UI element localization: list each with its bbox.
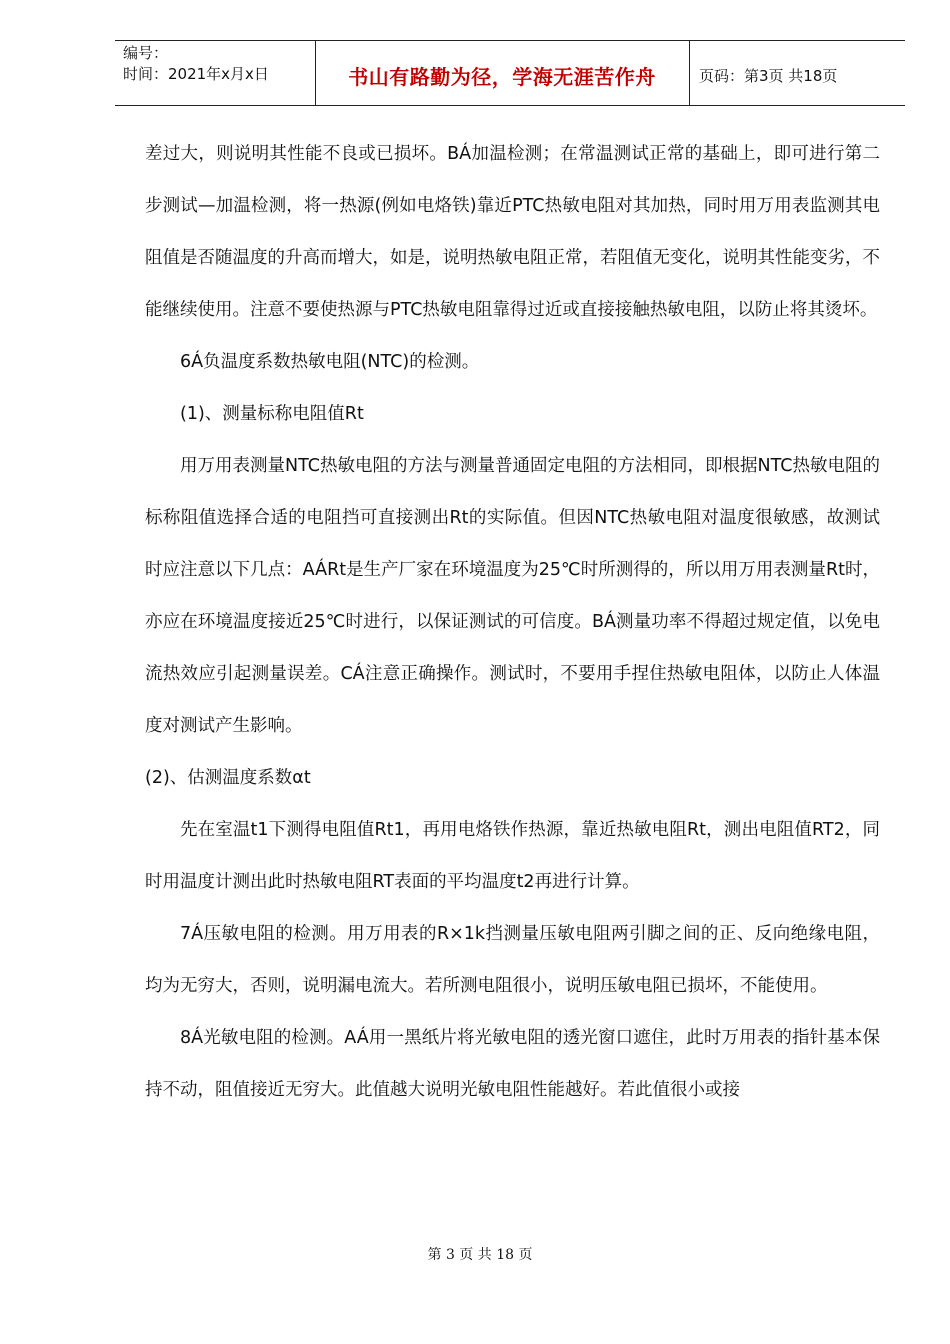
body-paragraph: 6Á负温度系数热敏电阻(NTC)的检测。 bbox=[180, 352, 480, 372]
page-header bbox=[115, 40, 905, 106]
body-paragraph: 先在室温t1下测得电阻值Rt1，再用电烙铁作热源，靠近热敏电阻Rt，测出电阻值RT2，同时用温度计测出此时热敏电阻RT表面的平均温度t2再进行计算。 bbox=[145, 820, 880, 892]
body-paragraph: 7Á压敏电阻的检测。用万用表的R×1k挡测量压敏电阻两引脚之间的正、反向绝缘电阻，均为无穷大，否则，说明漏电流大。若所测电阻很小，说明压敏电阻已损坏，不能使用。 bbox=[145, 924, 880, 996]
document-number: 编号： bbox=[123, 44, 169, 62]
header-divider bbox=[689, 41, 690, 105]
body-paragraph: (1)、测量标称电阻值Rt bbox=[180, 404, 364, 424]
document-date: 时间：2021年x月x日 bbox=[123, 65, 269, 83]
header-meta bbox=[123, 43, 313, 85]
header-motto: 书山有路勤为径，学海无涯苦作舟 bbox=[348, 65, 656, 89]
body-paragraph: (2)、估测温度系数αt bbox=[145, 768, 311, 788]
body-paragraph: 差过大，则说明其性能不良或已损坏。BÁ加温检测；在常温测试正常的基础上，即可进行第二步测试—加温检测，将一热源(例如电烙铁)靠近PTC热敏电阻对其加热，同时用万用表监测其电阻值是否随温度的升高而增大，如是，说明热敏电阻正常，若阻值无变化，说明其性能变劣，不能继续使用。注意不要使热源与PTC热敏电阻靠得过近或直接接触热敏电阻，以防止将其烫坏。 bbox=[145, 144, 880, 320]
body-paragraph: 8Á光敏电阻的检测。AÁ用一黑纸片将光敏电阻的透光窗口遮住，此时万用表的指针基本保持不动，阻值接近无穷大。此值越大说明光敏电阻性能越好。若此值很小或接 bbox=[145, 1028, 880, 1100]
page-footer: 第 3 页 共 18 页 bbox=[427, 1247, 533, 1263]
header-page-number: 页码：第3页 共18页 bbox=[699, 67, 838, 85]
body-paragraph: 用万用表测量NTC热敏电阻的方法与测量普通固定电阻的方法相同，即根据NTC热敏电阻的标称阻值选择合适的电阻挡可直接测出Rt的实际值。但因NTC热敏电阻对温度很敏感，故测试时应注意以下几点：AÁRt是生产厂家在环境温度为25℃时所测得的，所以用万用表测量Rt时，亦应在环境温度接近25℃时进行，以保证测试的可信度。BÁ测量功率不得超过规定值，以免电流热效应引起测量误差。CÁ注意正确操作。测试时，不要用手捏住热敏电阻体，以防止人体温度对测试产生影响。 bbox=[145, 456, 880, 736]
document-body bbox=[145, 128, 880, 1116]
